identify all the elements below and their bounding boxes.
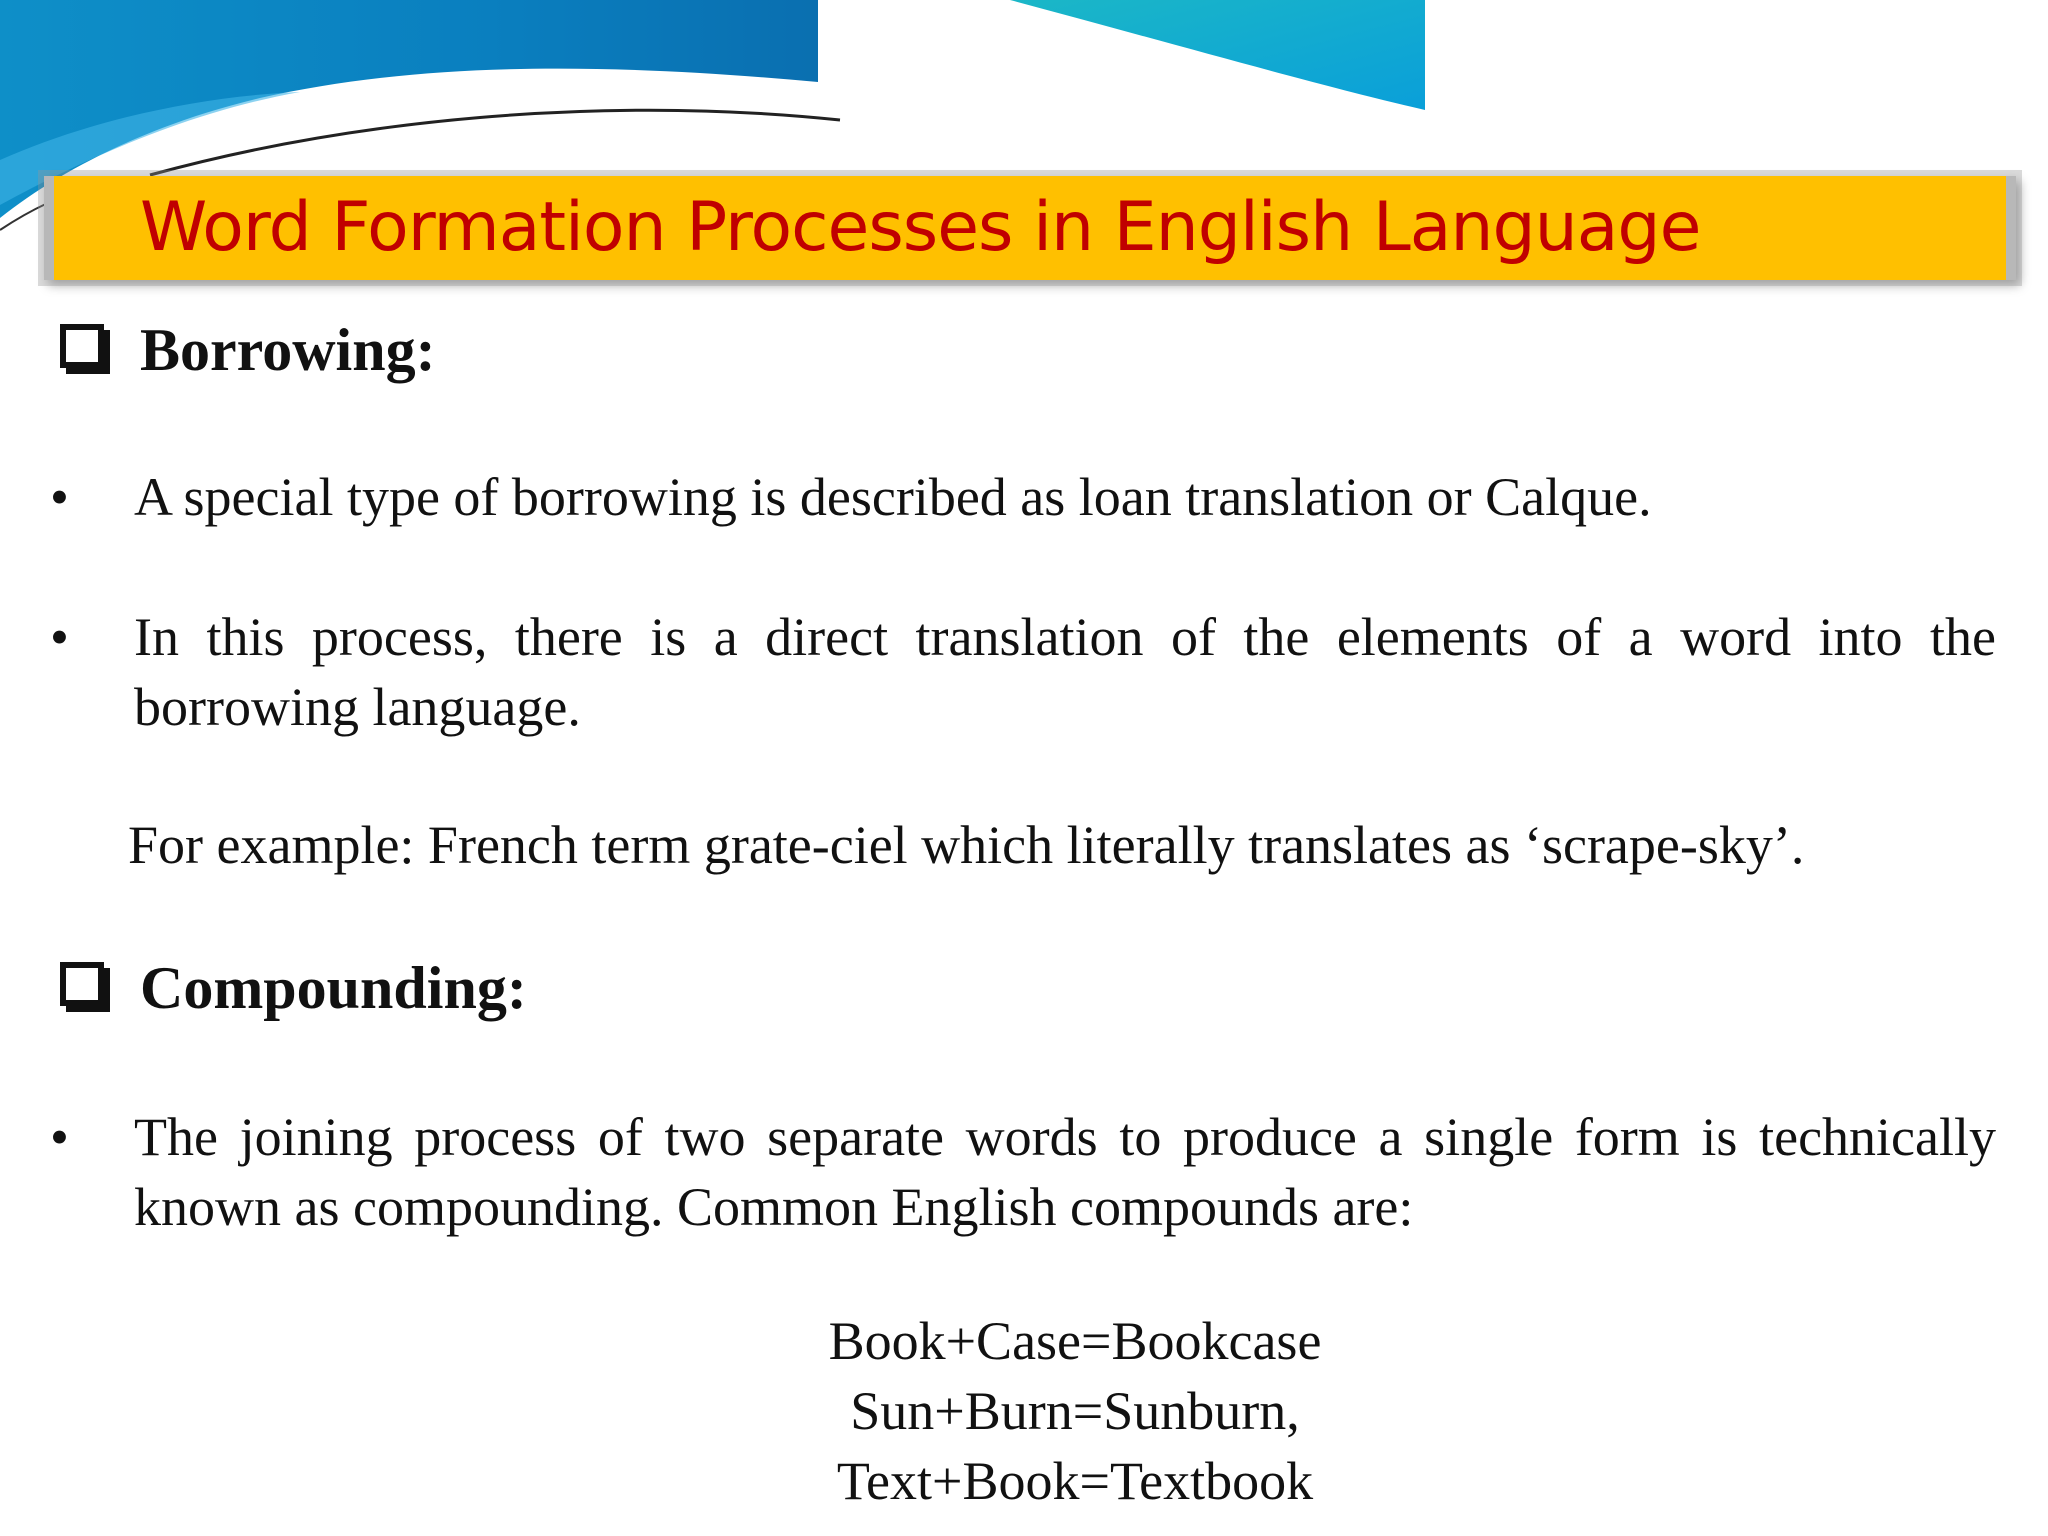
compound-example: Text+Book=Textbook — [836, 1451, 1314, 1511]
bullet-text: The joining process of two separate words to produce a single form is technically known as compounding. Common English compounds are: — [134, 1107, 1996, 1237]
checkbox-bullet-icon — [60, 324, 104, 368]
bullet-dot-icon: • — [50, 467, 69, 527]
example-text: For example: French term grate-ciel which literally translates as ‘scrape-sky’. — [128, 815, 1805, 875]
curved-line — [150, 110, 840, 175]
bullet-dot-icon: • — [50, 1107, 69, 1167]
slide-title: Word Formation Processes in English Language — [140, 188, 1701, 267]
compound-example: Book+Case=Bookcase — [828, 1311, 1322, 1371]
teal-wave-shape — [1010, 0, 1425, 110]
compound-examples — [0, 1306, 2048, 1516]
bullet-text: In this process, there is a direct translation of the elements of a word into the borrowing language. — [134, 607, 1996, 737]
bullet-dot-icon: • — [50, 607, 69, 667]
heading-text: Compounding: — [140, 955, 527, 1021]
bullet-item — [50, 602, 1996, 742]
section-heading-borrowing — [60, 314, 436, 386]
checkbox-bullet-icon — [60, 962, 104, 1006]
bullet-item — [50, 1102, 1996, 1242]
bullet-item — [50, 462, 1996, 532]
title-bar — [44, 176, 2016, 280]
compound-example: Sun+Burn=Sunburn, — [850, 1381, 1300, 1441]
section-heading-compounding — [60, 952, 527, 1024]
bullet-text: A special type of borrowing is described as loan translation or Calque. — [134, 467, 1652, 527]
heading-text: Borrowing: — [140, 317, 436, 383]
